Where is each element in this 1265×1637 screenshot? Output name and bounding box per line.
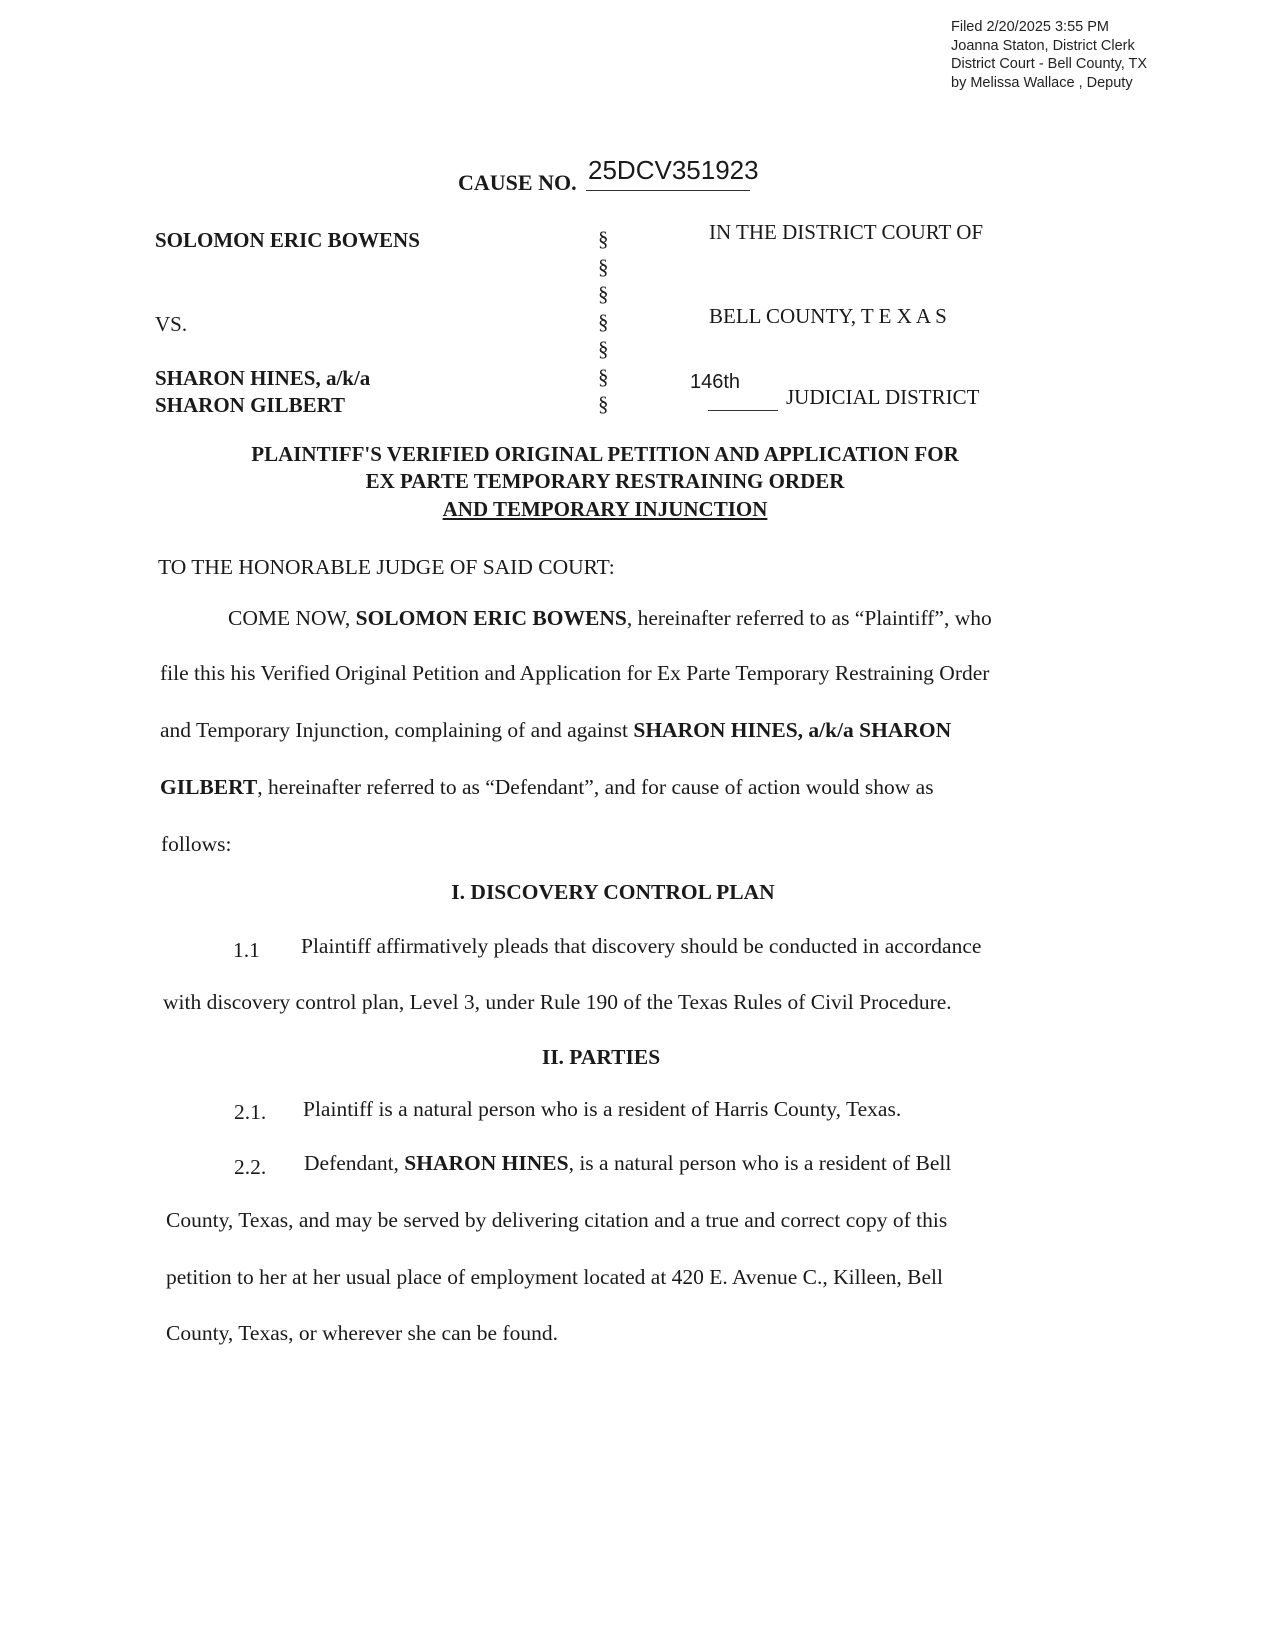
text: , hereinafter referred to as “Defendant”, and for cause of action would show as — [257, 775, 934, 799]
paragraph-line — [304, 1151, 951, 1176]
court-line-3: JUDICIAL DISTRICT — [786, 385, 980, 409]
paragraph-number: 2.2. — [234, 1155, 267, 1179]
court-name: District Court - Bell County, TX — [951, 56, 1148, 72]
paragraph-line: Plaintiff affirmatively pleads that discovery should be conducted in accordance — [301, 934, 982, 958]
title-line-1: PLAINTIFF'S VERIFIED ORIGINAL PETITION AND APPLICATION FOR — [251, 442, 959, 466]
filing-stamp — [951, 18, 1147, 92]
title-line-3: AND TEMPORARY INJUNCTION — [442, 497, 768, 521]
section-mark: § — [598, 227, 609, 251]
section-mark: § — [598, 392, 609, 416]
section-mark: § — [598, 337, 609, 361]
defendant-bold: GILBERT — [160, 775, 258, 799]
paragraph-line: Plaintiff is a natural person who is a resident of Harris County, Texas. — [303, 1097, 902, 1121]
defendant-name-2: SHARON GILBERT — [155, 393, 346, 417]
filed-date: Filed 2/20/2025 3:55 PM — [951, 19, 1109, 35]
text: , hereinafter referred to as “Plaintiff”, who — [626, 606, 992, 630]
paragraph-line: with discovery control plan, Level 3, under Rule 190 of the Texas Rules of Civil Procedure. — [163, 990, 952, 1014]
salutation: TO THE HONORABLE JUDGE OF SAID COURT: — [158, 555, 615, 579]
intro-line — [228, 606, 992, 631]
vs-label: VS. — [155, 312, 188, 336]
text: and Temporary Injunction, complaining of and against — [160, 718, 634, 742]
intro-line: file this his Verified Original Petition and Application for Ex Parte Temporary Restraining Order — [160, 661, 990, 685]
court-line-2: BELL COUNTY, T E X A S — [709, 304, 947, 328]
section-mark: § — [598, 282, 609, 306]
paragraph-number: 1.1 — [233, 938, 260, 962]
title-line-2: EX PARTE TEMPORARY RESTRAINING ORDER — [365, 469, 845, 493]
defendant-name-1: SHARON HINES, a/k/a — [155, 366, 371, 390]
intro-line — [160, 718, 951, 743]
deputy-name: by Melissa Wallace , Deputy — [951, 74, 1133, 91]
court-line-1: IN THE DISTRICT COURT OF — [709, 220, 984, 244]
text: Defendant, — [304, 1151, 405, 1175]
paragraph-line: petition to her at her usual place of employment located at 420 E. Avenue C., Killeen, Bell — [166, 1265, 943, 1289]
section-mark: § — [598, 254, 609, 279]
plaintiff-bold: SOLOMON ERIC BOWENS — [355, 606, 627, 630]
paragraph-line: County, Texas, or wherever she can be found. — [166, 1321, 558, 1345]
district-underline — [708, 410, 778, 411]
clerk-name: Joanna Staton, District Clerk — [951, 37, 1135, 54]
section-1-heading: I. DISCOVERY CONTROL PLAN — [451, 880, 775, 904]
plaintiff-name: SOLOMON ERIC BOWENS — [155, 228, 420, 252]
section-mark-column — [598, 226, 609, 419]
section-mark: § — [598, 364, 609, 389]
cause-number: 25DCV351923 — [588, 155, 759, 185]
text: , is a natural person who is a resident of Bell — [568, 1151, 952, 1175]
section-2-heading: II. PARTIES — [541, 1045, 661, 1069]
cause-underline — [586, 190, 750, 191]
section-mark: § — [598, 309, 609, 334]
defendant-bold: SHARON HINES, a/k/a SHARON — [633, 718, 952, 742]
paragraph-number: 2.1. — [234, 1100, 267, 1124]
cause-label: CAUSE NO. — [458, 170, 577, 195]
defendant-bold: SHARON HINES — [404, 1151, 569, 1175]
text: COME NOW, — [228, 606, 356, 630]
district-number: 146th — [690, 371, 741, 393]
intro-line: follows: — [161, 832, 232, 856]
intro-line — [160, 775, 934, 800]
paragraph-line: County, Texas, and may be served by delivering citation and a true and correct copy of this — [166, 1208, 948, 1232]
